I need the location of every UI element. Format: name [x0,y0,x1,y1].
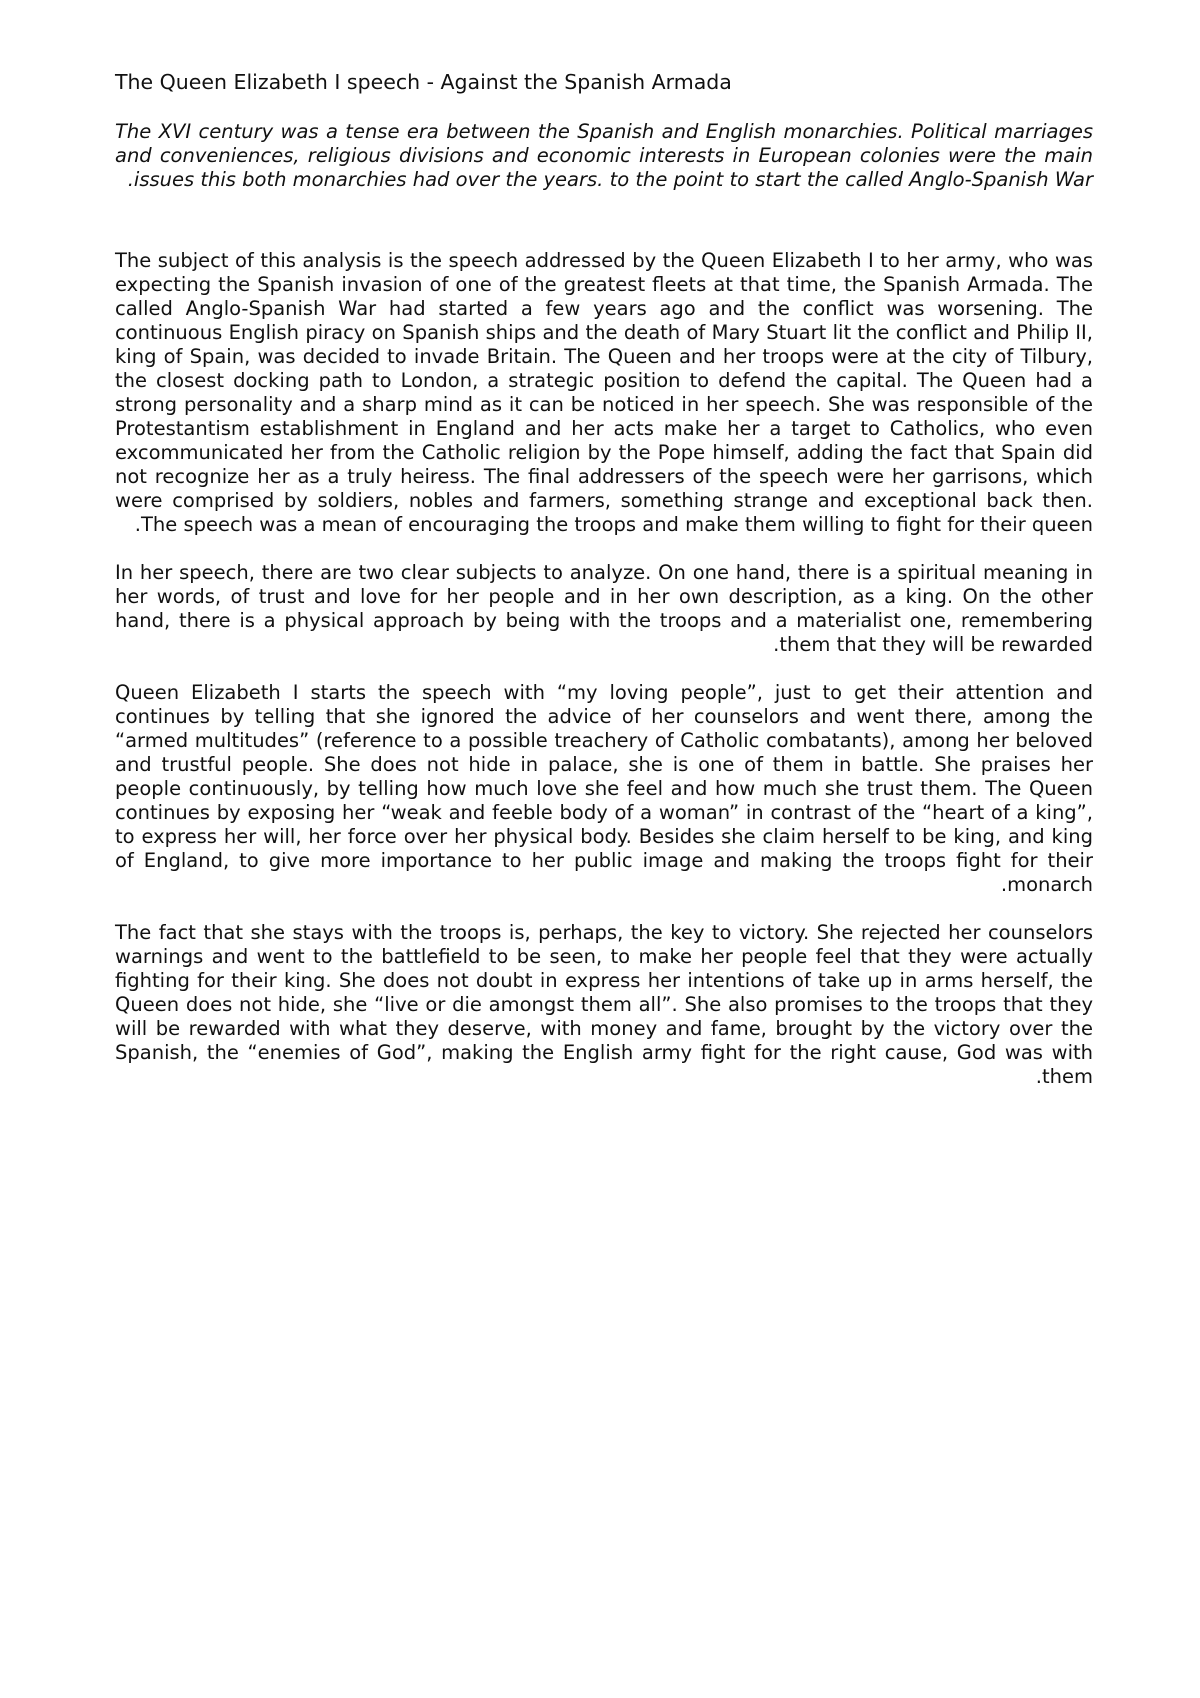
document-title: The Queen Elizabeth I speech - Against the Spanish Armada [115,70,732,94]
body-paragraph-4: The fact that she stays with the troops is, perhaps, the key to victory. She rejected her counselors warnings and went to the battlefield to be seen, to make her people feel that they were actually fighting for their king. She does not doubt in express her intentions of take up in arms herself, the Queen does not hide, she “live or die amongst them all”. She also promises to the troops that they will be rewarded with what they deserve, with money and fame, brought by the victory over the Spanish, the “enemies of God”, making the English army fight for the right cause, God was with them. [115,921,1093,1088]
body-paragraph-2: In her speech, there are two clear subjects to analyze. On one hand, there is a spiritual meaning in her words, of trust and love for her people and in her own description, as a king. On the other hand, there is a physical approach by being with the troops and a materialist one, remembering them that they will be rewarded. [115,561,1093,656]
intro-paragraph: The XVI century was a tense era between the Spanish and English monarchies. Political marriages and conveniences, religious divisions and economic interests in European colonies were the main issues this both monarchies had over the years. to the point to start the called Anglo-Spanish War. [115,120,1093,191]
body-paragraph-1: The subject of this analysis is the speech addressed by the Queen Elizabeth I to her army, who was expecting the Spanish invasion of one of the greatest fleets at that time, the Spanish Armada. The called Anglo-Spanish War had started a few years ago and the conflict was worsening. The continuous English piracy on Spanish ships and the death of Mary Stuart lit the conflict and Philip II, king of Spain, was decided to invade Britain. The Queen and her troops were at the city of Tilbury, the closest docking path to London, a strategic position to defend the capital. The Queen had a strong personality and a sharp mind as it can be noticed in her speech. She was responsible of the Protestantism establishment in England and her acts make her a target to Catholics, who even excommunicated her from the Catholic religion by the Pope himself, adding the fact that Spain did not recognize her as a truly heiress. The final addressers of the speech were her garrisons, which were comprised by soldiers, nobles and farmers, something strange and exceptional back then. The speech was a mean of encouraging the troops and make them willing to fight for their queen. [115,249,1093,536]
body-paragraph-3: Queen Elizabeth I starts the speech with “my loving people”, just to get their attention and continues by telling that she ignored the advice of her counselors and went there, among the “armed multitudes” (reference to a possible treachery of Catholic combatants), among her beloved and trustful people. She does not hide in palace, she is one of them in battle. She praises her people continuously, by telling how much love she feel and how much she trust them. The Queen continues by exposing her “weak and feeble body of a woman” in contrast of the “heart of a king”, to express her will, her force over her physical body. Besides she claim herself to be king, and king of England, to give more importance to her public image and making the troops fight for their monarch. [115,681,1093,896]
document-page [115,68,1093,1113]
